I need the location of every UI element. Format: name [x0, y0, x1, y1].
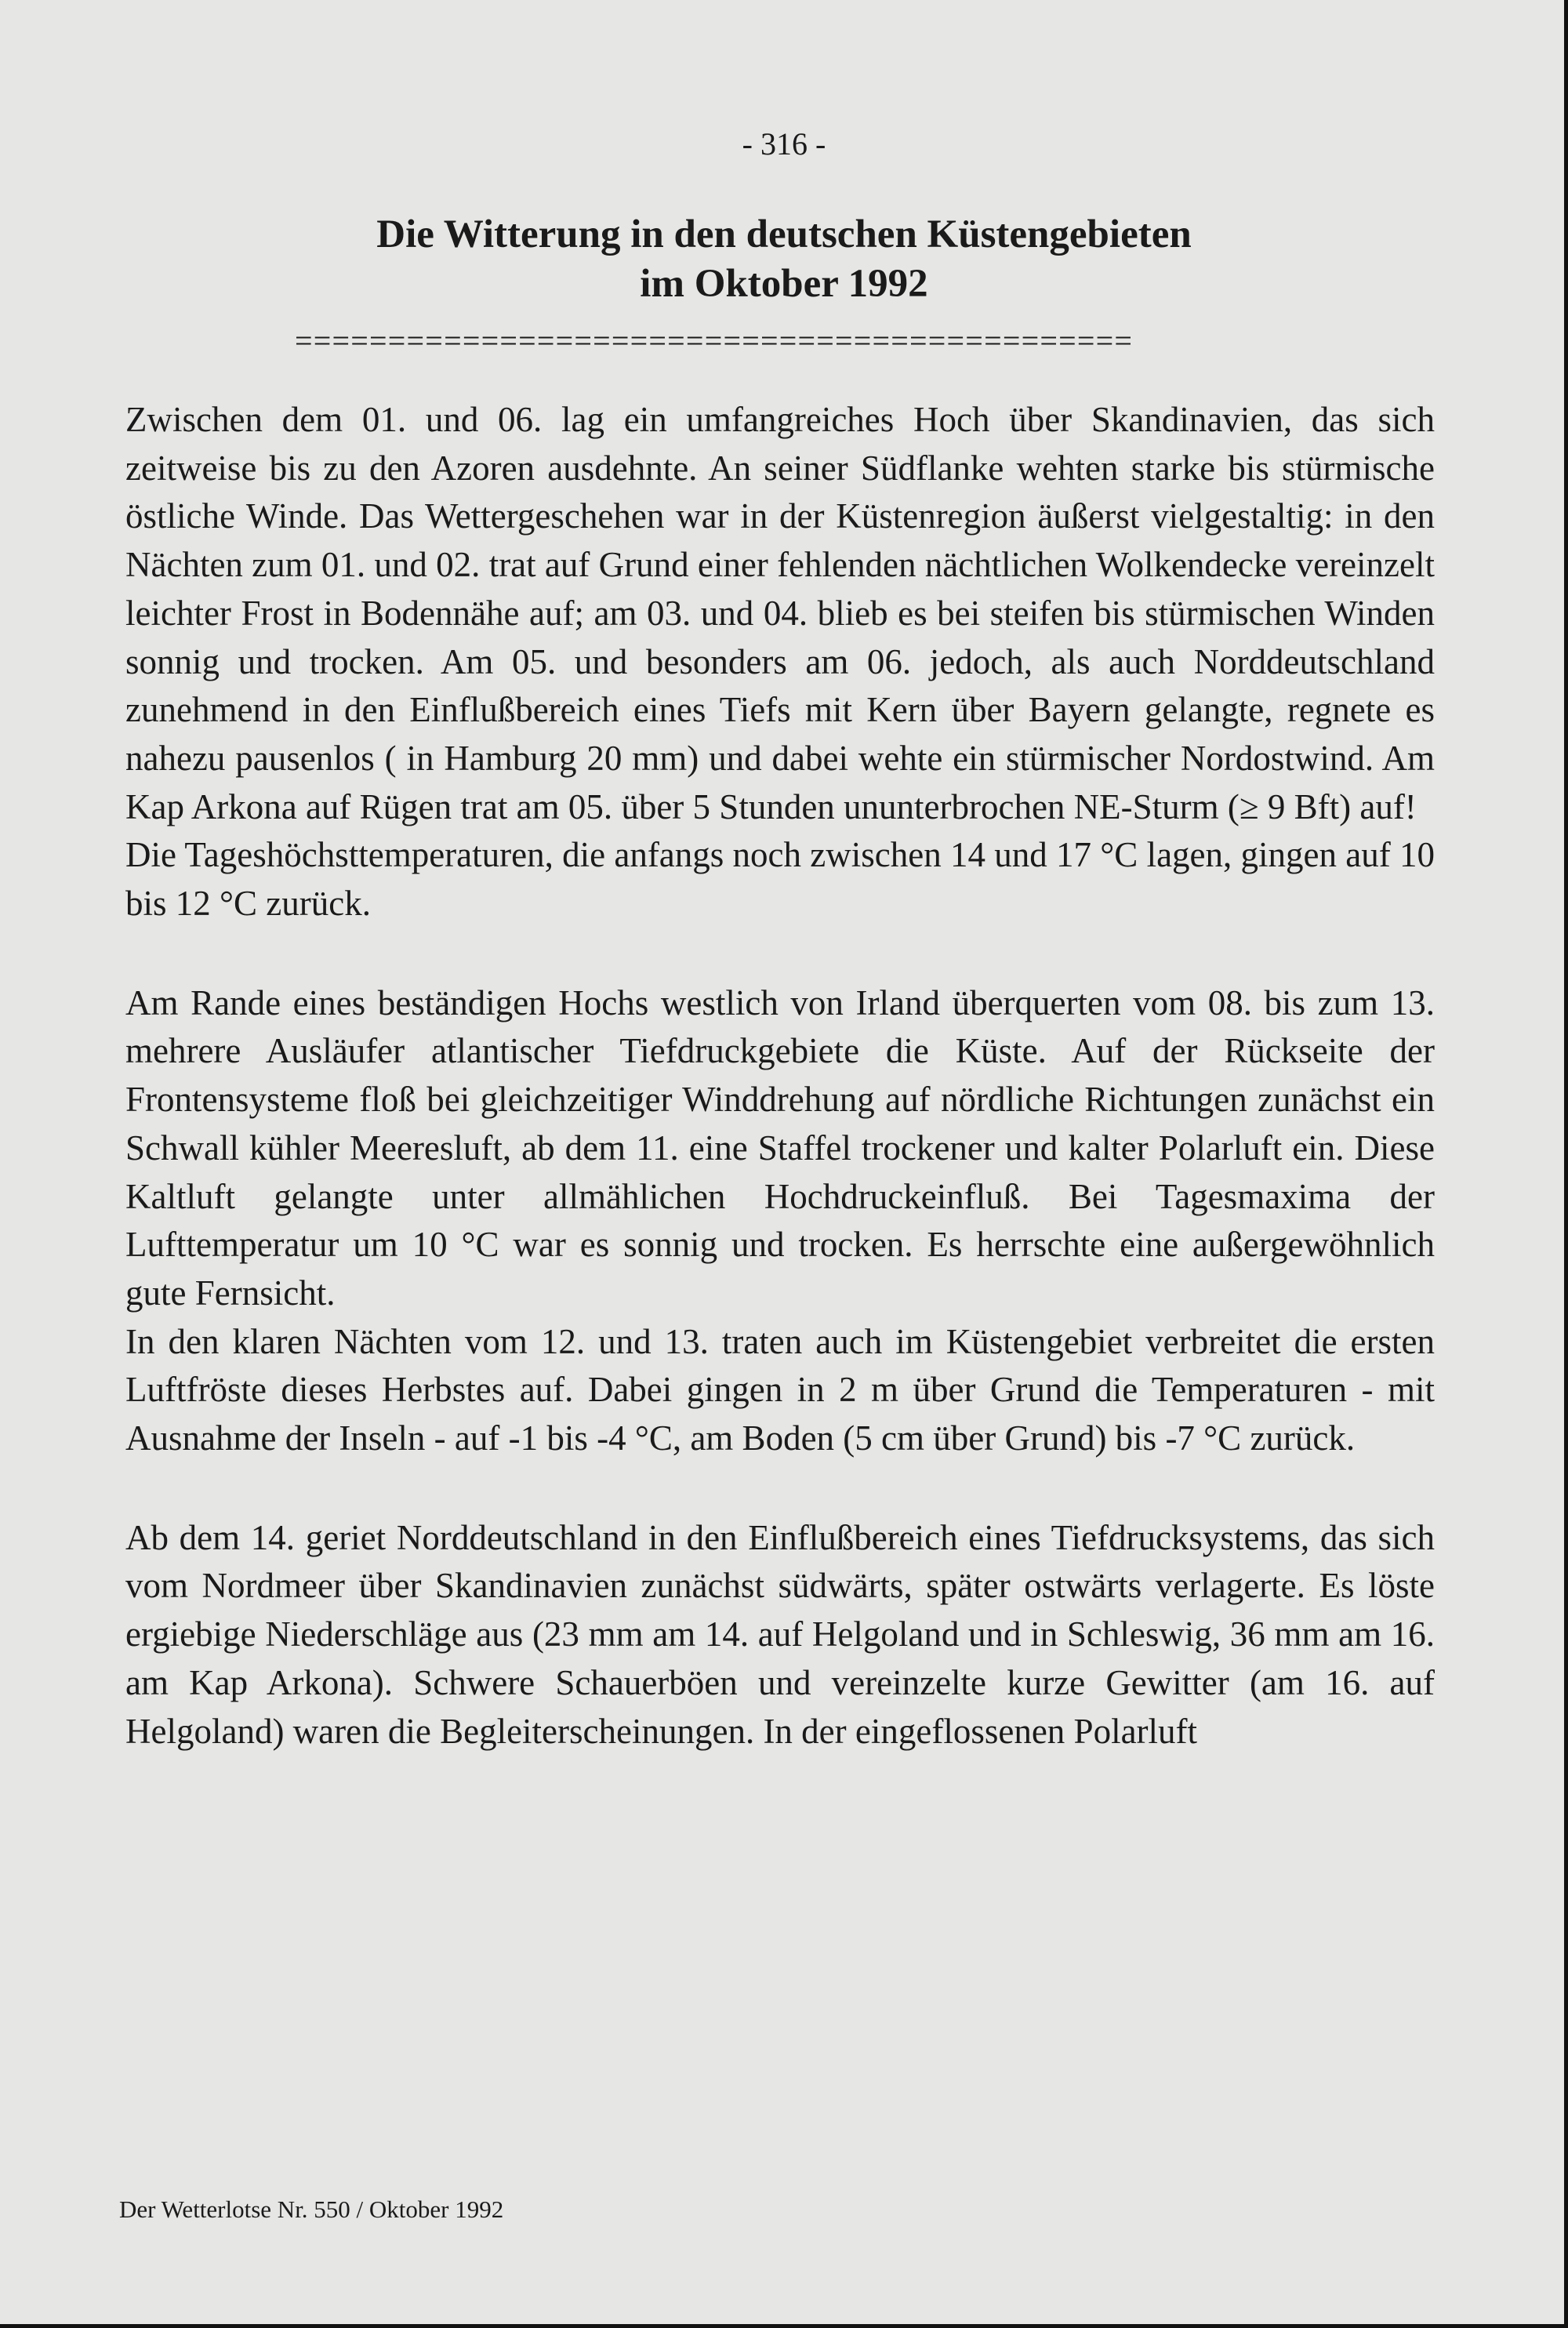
- page-title: [0, 210, 1568, 309]
- page-number: - 316 -: [742, 126, 826, 162]
- title-line-2: im Oktober 1992: [640, 262, 928, 306]
- paragraph-3: Am Rande eines beständigen Hochs westlich von Irland überquerten vom 08. bis zum 13. mehrere Ausläufer atlantischer Tiefdruckgebiete die Küste. Auf der Rückseite der Frontensysteme floß bei gleichzeitiger Winddrehung auf nördliche Richtungen zunächst ein Schwall kühler Meeresluft, ab dem 11. eine Staffel trockener und kalter Polarluft ein. Diese Kaltluft gelangte unter allmählichen Hochdruckeinfluß. Bei Tagesmaxima der Lufttemperatur um 10 °C war es sonnig und trocken. Es herrschte eine außergewöhnlich gute Fernsicht.: [125, 982, 1435, 1313]
- body-text: [125, 396, 1435, 1756]
- paragraph-5: Ab dem 14. geriet Norddeutschland in den Einflußbereich eines Tiefdrucksystems, das sich vom Nordmeer über Skandinavien zunächst südwärts, später ostwärts verlagerte. Es löste ergiebige Niederschläge aus (23 mm am 14. auf Helgoland und in Schleswig, 36 mm am 16. am Kap Arkona). Schwere Schauerböen und vereinzelte kurze Gewitter (am 16. auf Helgoland) waren die Begleiterscheinungen. In der eingeflossenen Polarluft: [125, 1517, 1435, 1751]
- title-underline: =============================================: [295, 325, 1134, 357]
- title-line-1: Die Witterung in den deutschen Küstengebieten: [376, 212, 1192, 256]
- paragraph-4: In den klaren Nächten vom 12. und 13. traten auch im Küstengebiet verbreitet die ersten Luftfröste dieses Herbstes auf. Dabei gingen in 2 m über Grund die Temperaturen - mit Ausnahme der Inseln - auf -1 bis -4 °C, am Boden (5 cm über Grund) bis -7 °C zurück.: [125, 1321, 1435, 1458]
- paragraph-1: Zwischen dem 01. und 06. lag ein umfangreiches Hoch über Skandinavien, das sich zeitweise bis zu den Azoren ausdehnte. An seiner Südflanke wehten starke bis stürmische östliche Winde. Das Wettergeschehen war in der Küstenregion äußerst vielgestaltig: in den Nächten zum 01. und 02. trat auf Grund einer fehlenden nächtlichen Wolkendecke vereinzelt leichter Frost in Bodennähe auf; am 03. und 04. blieb es bei steifen bis stürmischen Winden sonnig und trocken. Am 05. und besonders am 06. jedoch, als auch Norddeutschland zunehmend in den Einflußbereich eines Tiefs mit Kern über Bayern gelangte, regnete es nahezu pausenlos ( in Hamburg 20 mm) und dabei wehte ein stürmischer Nordostwind. Am Kap Arkona auf Rügen trat am 05. über 5 Stunden ununterbrochen NE-Sturm (≥ 9 Bft) auf!: [125, 400, 1435, 826]
- page-footer: Der Wetterlotse Nr. 550 / Oktober 1992: [119, 2195, 504, 2223]
- paragraph-2: Die Tageshöchsttemperaturen, die anfangs noch zwischen 14 und 17 °C lagen, gingen auf 10 bis 12 °C zurück.: [125, 835, 1435, 924]
